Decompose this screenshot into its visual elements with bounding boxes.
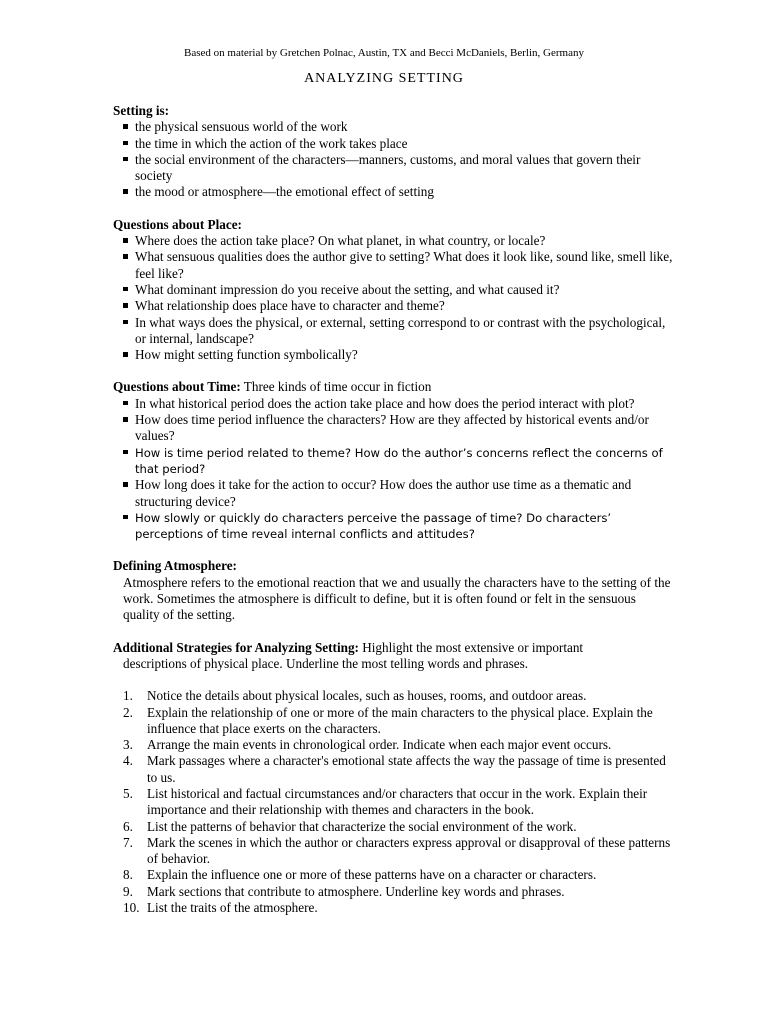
numbered-item bbox=[113, 819, 673, 835]
item-number: 6. bbox=[123, 818, 133, 834]
document-body bbox=[113, 103, 673, 916]
numbered-item bbox=[113, 884, 673, 900]
numbered-item bbox=[113, 786, 673, 819]
item-number: 7. bbox=[123, 834, 133, 850]
item-number: 1. bbox=[123, 688, 133, 704]
list-item: How might setting function symbolically? bbox=[123, 347, 673, 363]
item-text: Mark the scenes in which the author or characters express approval or disapproval of these patterns of behavior. bbox=[147, 834, 671, 867]
numbered-item bbox=[113, 867, 673, 883]
list-item: What relationship does place have to character and theme? bbox=[123, 298, 673, 314]
list-item: In what ways does the physical, or external, setting correspond to or contrast with the psychological, or internal, landscape? bbox=[123, 315, 673, 348]
item-text: Mark sections that contribute to atmosphere. Underline key words and phrases. bbox=[147, 883, 565, 899]
strategies-intro-rest: descriptions of physical place. Underline the most telling words and phrases. bbox=[123, 655, 529, 671]
setting-heading: Setting is: bbox=[113, 103, 170, 118]
list-item: What sensuous qualities does the author give to setting? What does it look like, sound like, smell like, feel like? bbox=[123, 249, 673, 282]
item-text: Mark passages where a character's emotional state affects the way the passage of time is presented to us. bbox=[147, 753, 666, 785]
strategies-heading bbox=[113, 640, 673, 656]
strategies-list bbox=[113, 688, 673, 916]
place-list bbox=[113, 233, 673, 363]
item-text: Notice the details about physical locales, such as houses, rooms, and outdoor areas. bbox=[147, 688, 587, 704]
list-item: How slowly or quickly do characters perceive the passage of time? Do characters’ perceptions of time reveal internal conflicts and attitudes? bbox=[123, 510, 673, 543]
time-heading-subtitle: Three kinds of time occur in fiction bbox=[240, 379, 432, 395]
atmosphere-text: Atmosphere refers to the emotional reaction that we and usually the characters have to the setting of the work. Sometimes the atmosphere is difficult to define, but it is often found or felt in the sensuous quality of the setting. bbox=[123, 574, 671, 623]
numbered-item bbox=[113, 688, 673, 704]
place-heading: Questions about Place: bbox=[113, 216, 242, 232]
atmosphere-heading: Defining Atmosphere: bbox=[113, 558, 237, 574]
item-number: 4. bbox=[123, 753, 133, 769]
list-item: What dominant impression do you receive about the setting, and what caused it? bbox=[123, 282, 673, 298]
item-number: 9. bbox=[123, 883, 133, 899]
list-item: How does time period influence the characters? How are they affected by historical events and/or values? bbox=[123, 412, 673, 445]
list-item: How long does it take for the action to occur? How does the author use time as a thematic and structuring device? bbox=[123, 477, 673, 510]
numbered-item bbox=[113, 737, 673, 753]
strategies-heading-label: Additional Strategies for Analyzing Setting: bbox=[113, 639, 359, 655]
item-text: List historical and factual circumstances and/or characters that occur in the work. Explain their importance and their relationship with themes and characters in the book. bbox=[147, 785, 648, 818]
time-heading-label: Questions about Time: bbox=[113, 379, 241, 395]
list-item: the time in which the action of the work takes place bbox=[123, 136, 673, 152]
numbered-item bbox=[113, 835, 673, 868]
credit-line: Based on material by Gretchen Polnac, Austin, TX and Becci McDaniels, Berlin, Germany bbox=[184, 47, 584, 59]
time-heading bbox=[113, 379, 673, 395]
list-item: In what historical period does the action take place and how does the period interact with plot? bbox=[123, 396, 673, 412]
item-number: 10. bbox=[123, 900, 140, 916]
time-list bbox=[113, 396, 673, 543]
numbered-item bbox=[113, 753, 673, 786]
list-item: Where does the action take place? On what planet, in what country, or locale? bbox=[123, 233, 673, 249]
list-item: How is time period related to theme? How do the author’s concerns reflect the concerns of that period? bbox=[123, 445, 673, 478]
list-item: the physical sensuous world of the work bbox=[123, 119, 673, 135]
page-title: ANALYZING SETTING bbox=[304, 71, 464, 86]
list-item: the social environment of the characters—manners, customs, and moral values that govern their society bbox=[123, 152, 673, 185]
item-text: Explain the influence one or more of these patterns have on a character or characters. bbox=[147, 867, 597, 883]
item-text: Explain the relationship of one or more of the main characters to the physical place. Explain the influence that place exerts on the characters. bbox=[147, 704, 653, 736]
numbered-item bbox=[113, 705, 673, 738]
strategies-intro-first: Highlight the most extensive or important bbox=[358, 639, 584, 655]
item-number: 5. bbox=[123, 785, 133, 801]
setting-list bbox=[113, 119, 673, 200]
item-number: 2. bbox=[123, 704, 133, 720]
item-text: Arrange the main events in chronological order. Indicate when each major event occurs. bbox=[147, 737, 612, 753]
numbered-item bbox=[113, 900, 673, 916]
item-number: 8. bbox=[123, 867, 133, 883]
item-text: List the traits of the atmosphere. bbox=[147, 900, 318, 916]
item-text: List the patterns of behavior that characterize the social environment of the work. bbox=[147, 818, 577, 834]
list-item: the mood or atmosphere—the emotional effect of setting bbox=[123, 184, 673, 200]
item-number: 3. bbox=[123, 737, 133, 753]
